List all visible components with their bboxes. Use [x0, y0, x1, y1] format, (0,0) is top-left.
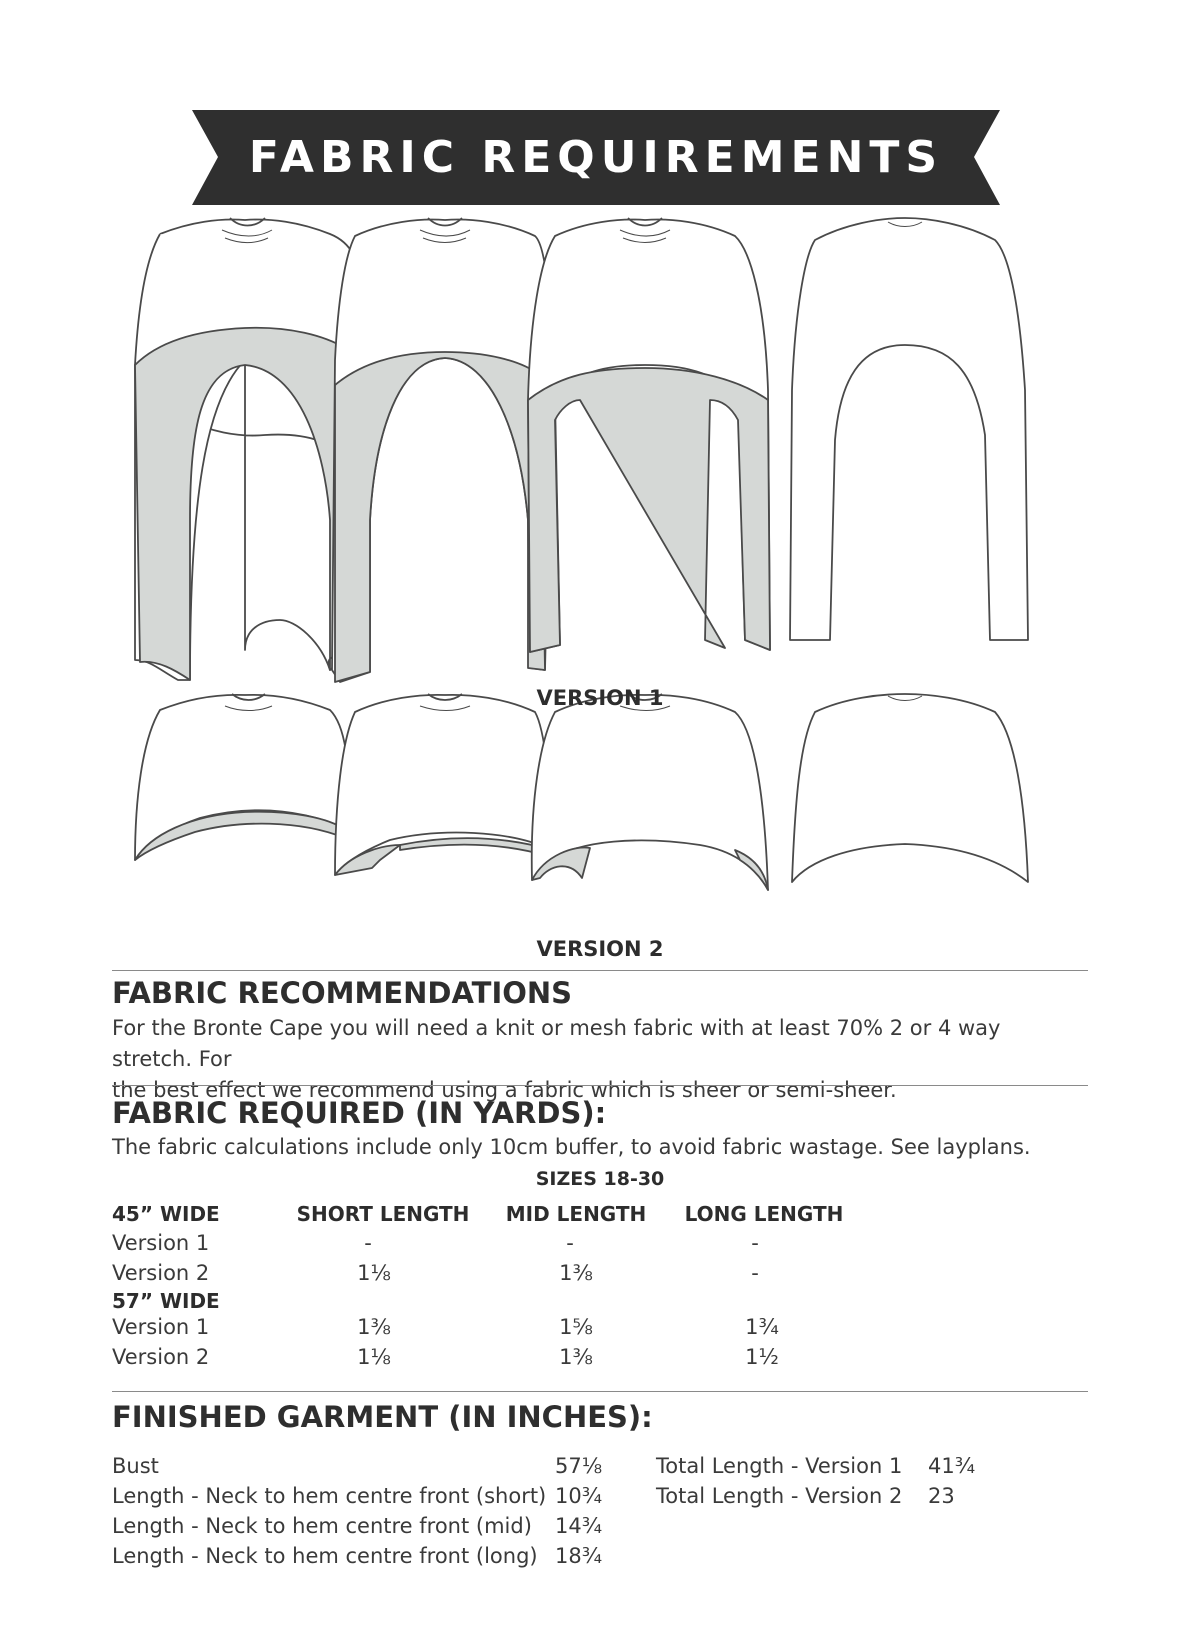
measure-label: Bust [112, 1454, 159, 1478]
measure-value: 57⅛ [555, 1454, 603, 1478]
page-title: FABRIC REQUIREMENTS [248, 132, 944, 183]
title-banner [192, 110, 1000, 205]
divider [112, 1391, 1088, 1392]
width-45-label: 45” WIDE [112, 1202, 220, 1226]
recommendations-line-1: For the Bronte Cape you will need a knit or mesh fabric with at least 70% 2 or 4 way stretch. For [112, 1016, 1001, 1071]
column-short-length: SHORT LENGTH [296, 1202, 470, 1226]
row-label: Version 1 [112, 1231, 210, 1255]
measure-label: Length - Neck to hem centre front (short) [112, 1484, 547, 1508]
table-cell: 1½ [745, 1345, 779, 1369]
row-label: Version 2 [112, 1345, 210, 1369]
measure-label: Length - Neck to hem centre front (long) [112, 1544, 538, 1568]
measure-value: 10¾ [555, 1484, 603, 1508]
table-cell: 1⅜ [357, 1315, 391, 1339]
measure-label: Length - Neck to hem centre front (mid) [112, 1514, 532, 1538]
table-cell: 1¾ [745, 1315, 779, 1339]
version-2-label: VERSION 2 [536, 937, 664, 961]
v2-cape-mid [335, 694, 552, 875]
table-cell: - [566, 1231, 574, 1255]
column-mid-length: MID LENGTH [505, 1202, 647, 1226]
table-cell: 1⅜ [559, 1261, 593, 1285]
v1-cape-short [135, 218, 356, 680]
row-label: Version 1 [112, 1315, 210, 1339]
fabric-recommendations-heading: FABRIC RECOMMENDATIONS [112, 976, 573, 1010]
measure-value: 41¾ [928, 1454, 976, 1478]
width-57-label: 57” WIDE [112, 1289, 220, 1313]
table-cell: - [751, 1261, 759, 1285]
row-label: Version 2 [112, 1261, 210, 1285]
v1-cape-front [790, 218, 1028, 640]
fabric-required-note: The fabric calculations include only 10cm buffer, to avoid fabric wastage. See layplans. [112, 1135, 1031, 1159]
recommendations-line-2: the best effect we recommend using a fabric which is sheer or semi-sheer. [112, 1078, 897, 1102]
table-cell: 1⅜ [559, 1345, 593, 1369]
measure-label: Total Length - Version 1 [656, 1454, 903, 1478]
table-cell: 1⅛ [357, 1261, 391, 1285]
finished-garment-heading: FINISHED GARMENT (IN INCHES): [112, 1400, 653, 1434]
v1-cape-long [528, 218, 770, 652]
measure-value: 23 [928, 1484, 955, 1508]
v1-cape-mid [332, 218, 552, 682]
v2-cape-front [792, 694, 1028, 882]
measure-value: 18¾ [555, 1544, 603, 1568]
recommendations-text [112, 1013, 1072, 1106]
measure-value: 14¾ [555, 1514, 603, 1538]
v2-cape-long [532, 694, 768, 890]
version-1-label: VERSION 1 [536, 686, 664, 710]
divider [112, 1085, 1088, 1086]
table-cell: - [364, 1231, 372, 1255]
cape-illustrations [0, 200, 1200, 960]
measure-label: Total Length - Version 2 [656, 1484, 903, 1508]
divider [112, 970, 1088, 971]
fabric-required-heading: FABRIC REQUIRED (IN YARDS): [112, 1096, 607, 1130]
table-cell: 1⅝ [559, 1315, 593, 1339]
table-cell: 1⅛ [357, 1345, 391, 1369]
table-cell: - [751, 1231, 759, 1255]
v2-cape-short [135, 694, 350, 860]
column-long-length: LONG LENGTH [684, 1202, 844, 1226]
sizes-title: SIZES 18-30 [535, 1168, 665, 1190]
